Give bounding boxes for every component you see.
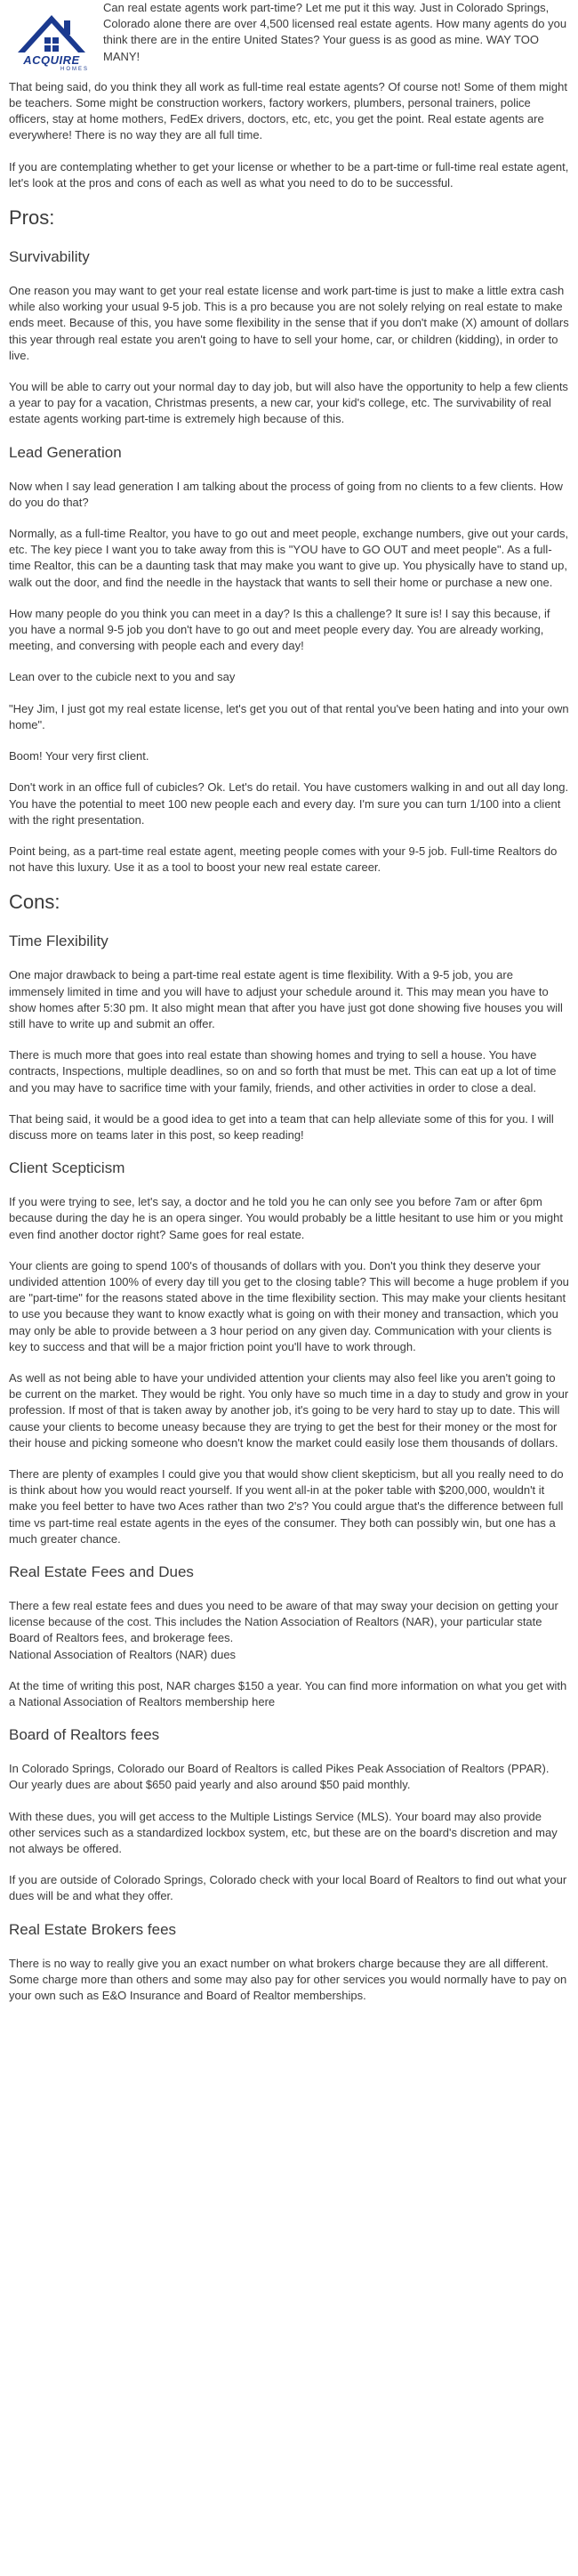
nar-dues-label: National Association of Realtors (NAR) dues — [9, 1647, 237, 1661]
client-scepticism-heading: Client Scepticism — [9, 1159, 125, 1177]
fees-dues-paragraph-2: At the time of writing this post, NAR charges $150 a year. You can find more information on what you get with a National Association of Realtors membership here — [9, 1678, 567, 1709]
logo-subtitle: HOMES — [60, 67, 89, 72]
lead-generation-paragraph-6: Boom! Your very first client. — [9, 749, 149, 763]
survivability-paragraph-1: One reason you may want to get your real estate license and work part-time is just to make a little extra cash while also working your usual 9-5 job. This is a pro because you are not solely relying on real estate to make ends meet. Because of this, you have some flexibility in the sense that if you don't make (X) amount of dollars this year through real estate you aren't going to have to sell your home, car, or children (kidding), in order to live. — [9, 284, 569, 362]
house-roof-icon — [12, 8, 91, 54]
intro-section — [9, 0, 569, 191]
survivability-paragraph-2: You will be able to carry out your normal day to day job, but will also have the opportunity to help a few clients a year to pay for a vacation, Christmas presents, a new car, your kid's college, etc. The survivability of real estate agents working part-time is extremely high because of this. — [9, 380, 568, 426]
lead-generation-paragraph-1: Now when I say lead generation I am talking about the process of going from no clients to a few clients. How do you do that? — [9, 479, 563, 509]
lead-generation-paragraph-7: Don't work in an office full of cubicles? Ok. Let's do retail. You have customers walking in and out all day long. You have the potential to meet 100 new people each and every day. I'm sure you can turn 1/100 into a client with the right presentation. — [9, 780, 569, 827]
lead-generation-paragraph-2: Normally, as a full-time Realtor, you have to go out and meet people, exchange numbers, give out your cards, etc. The key piece I want you to take away from this is "YOU have to GO OUT and meet people". As a full-time Realtor, this can be a daunting task that may make you want to give up. You physically have to stand up, walk out the door, and find the needle in the haystack that wants to sell their home or purchase a new one. — [9, 527, 569, 589]
logo-wordmark: ACQUIRE — [23, 53, 80, 67]
lead-generation-paragraph-8: Point being, as a part-time real estate agent, meeting people comes with your 9-5 job. Full-time Realtors do not have this luxury. Use it as a tool to boost your new real estate career. — [9, 844, 558, 875]
brokers-fees-paragraph-1: There is no way to really give you an exact number on what brokers charge because they are all different. Some charge more than others and some may also pay for other services you would normally have to pay on your own such as E&O Insurance and Board of Realtor memberships. — [9, 1956, 567, 2003]
intro-paragraph-2: That being said, do you think they all work as full-time real estate agents? Of course not! Some of them might be teachers. Some might be construction workers, factory workers, plumbers, personal trainers, police officers, stay at home mothers, FedEx drivers, doctors, etc, etc, you get the point. Real estate agents are everywhere! There is no way they are all full time. — [9, 79, 567, 142]
board-fees-heading: Board of Realtors fees — [9, 1726, 160, 1744]
lead-generation-paragraph-4: Lean over to the cubicle next to you and say — [9, 670, 236, 684]
client-scepticism-paragraph-2: Your clients are going to spend 100's of thousands of dollars with you. Don't you think they deserve your undivided attention 100% of every day till you get to the closing table? This will become a huge problem if you are "part-time" for the reasons stated above in the time flexibility section. This may make your clients hesitant to use you because they want to know exactly what is going on with their money and transaction, which you may only be able to provide between a 3 hour period on any given day. Communication with your clients is key to success and that will be a major friction point you'll have to work through. — [9, 1258, 569, 1353]
fees-dues-heading: Real Estate Fees and Dues — [9, 1563, 194, 1580]
client-scepticism-paragraph-3: As well as not being able to have your undivided attention your clients may also feel like you aren't going to be current on the market. They would be right. You only have so much time in a day to study and grow in your profession. If most of that is taken away by another job, it's going to be very hard to stay up to date. This will cause your clients to become uneasy because they are trying to get the best for their money or the most for their house and picking someone who doesn't know the market could easily lose them thousands of dollars. — [9, 1370, 569, 1450]
pros-heading: Pros: — [9, 206, 55, 230]
lead-generation-paragraph-3: How many people do you think you can meet in a day? Is this a challenge? It sure is! I say this because, if you have a normal 9-5 job you don't have to go out and meet people every day. You are already working, meeting, and conversing with people each and every day! — [9, 606, 550, 653]
board-fees-paragraph-2: With these dues, you will get access to the Multiple Listings Service (MLS). Your board may also provide other services such as a standardized lockbox system, etc, but these are on the board's discretion and may not always be offered. — [9, 1809, 558, 1856]
time-flexibility-heading: Time Flexibility — [9, 933, 108, 950]
brokers-fees-heading: Real Estate Brokers fees — [9, 1920, 177, 1938]
board-fees-paragraph-1: In Colorado Springs, Colorado our Board of Realtors is called Pikes Peak Association of Realtors (PPAR). Our yearly dues are about $650 paid yearly and also around $50 paid monthly. — [9, 1762, 550, 1792]
time-flexibility-paragraph-2: There is much more that goes into real estate than showing homes and trying to sell a house. You have contracts, Inspections, multiple deadlines, so on and so forth that must be met. This can eat up a lot of time and you may have to sacrifice time with your family, friends, and other activities in order to close a deal. — [9, 1048, 557, 1094]
intro-paragraph-3: If you are contemplating whether to get your license or whether to be a part-time or full-time real estate agent, let's look at the pros and cons of each as well as what you need to do to be successful. — [9, 159, 569, 190]
acquire-homes-logo — [9, 0, 94, 73]
client-scepticism-paragraph-1: If you were trying to see, let's say, a doctor and he told you he can only see you before 7am or after 6pm because during the day he is an opera singer. You would probably be a little hesitant to use him or you might even find another doctor right? Same goes for real estate. — [9, 1195, 563, 1241]
cons-heading: Cons: — [9, 891, 60, 914]
board-fees-paragraph-3: If you are outside of Colorado Springs, Colorado check with your local Board of Realtors to find out what your dues will be and what they offer. — [9, 1873, 567, 1903]
lead-generation-heading: Lead Generation — [9, 443, 122, 461]
client-scepticism-paragraph-4: There are plenty of examples I could give you that would show client skepticism, but all you really need to do is think about how you would react yourself. If you went all-in at the poker table with $200,000, wouldn't it make you feel better to have two Aces rather than two 2's? You could argue that's the difference between full time vs part-time real estate agents in the eyes of the consumer. They both can possibly win, but one has a much greater chance. — [9, 1466, 564, 1546]
fees-dues-paragraph-1: There a few real estate fees and dues you need to be aware of that may sway your decision on getting your license because of the cost. This includes the Nation Association of Realtors (NAR), your particular state Board of Realtors fees, and brokerage fees. — [9, 1599, 558, 1645]
time-flexibility-paragraph-3: That being said, it would be a good idea to get into a team that can help alleviate some of this for you. I will discuss more on teams later in this post, so keep reading! — [9, 1111, 554, 1142]
lead-generation-quote: "Hey Jim, I just got my real estate license, let's get you out of that rental you've been hating and into your own home". — [9, 701, 569, 731]
survivability-heading: Survivability — [9, 248, 90, 266]
time-flexibility-paragraph-1: One major drawback to being a part-time real estate agent is time flexibility. With a 9-5 job, you are immensely limited in time and you will have to adjust your schedule around it. This may mean you have to show homes after 5:30 pm. It also might mean that after you have just got done showing five houses you will still have to write up and submit an offer. — [9, 968, 563, 1030]
intro-paragraph-1: Can real estate agents work part-time? Let me put it this way. Just in Colorado Springs, Colorado alone there are over 4,500 licensed real estate agents. How many agents do you think there are in the entire United States? Your guess is as good as mine. WAY TOO MANY! — [103, 1, 567, 63]
